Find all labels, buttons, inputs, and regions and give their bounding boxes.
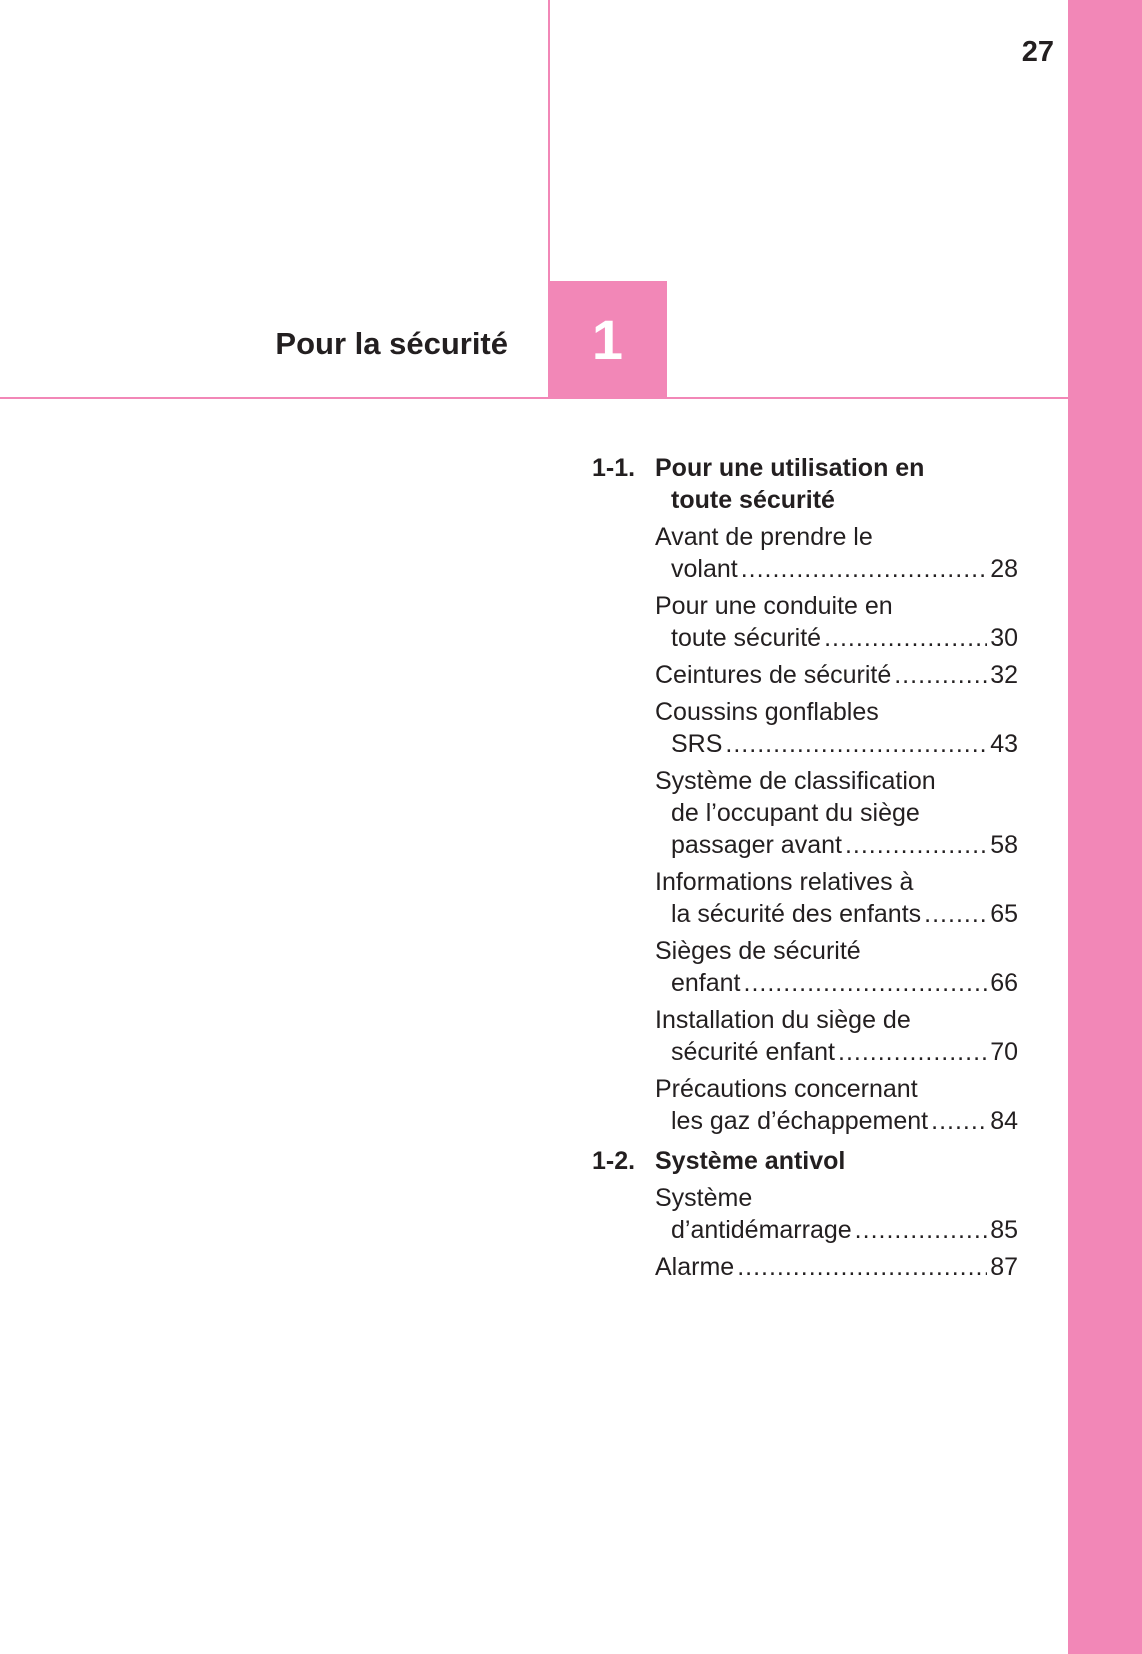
- dot-leader: [741, 553, 987, 585]
- chapter-number-badge: [548, 281, 667, 398]
- entry-title-line1: Système: [655, 1184, 753, 1212]
- dot-leader: [924, 898, 987, 930]
- dot-leader: [845, 829, 987, 861]
- entry-title-last: sécurité enfant: [671, 1038, 835, 1066]
- entry-title-last: les gaz d’échappement: [671, 1107, 929, 1135]
- section-number: 1-2.: [592, 1147, 636, 1175]
- toc-entry[interactable]: [592, 659, 1018, 691]
- dot-leader: [931, 1105, 987, 1137]
- toc-entry[interactable]: [592, 590, 1018, 654]
- entry-page: 65: [990, 900, 1018, 928]
- chapter-title: Pour la sécurité: [275, 326, 508, 361]
- entry-page: 70: [990, 1038, 1018, 1066]
- entry-page: 84: [990, 1107, 1018, 1135]
- toc-entry[interactable]: [592, 521, 1018, 585]
- section-title-line1: Système antivol: [655, 1147, 846, 1175]
- toc-entry[interactable]: [592, 935, 1018, 999]
- entry-page: 87: [990, 1253, 1018, 1281]
- section-title-line2: toute sécurité: [671, 486, 835, 514]
- section-title-line1: Pour une utilisation en: [655, 454, 925, 482]
- entry-title-last: d’antidémarrage: [671, 1216, 852, 1244]
- toc-entry[interactable]: [592, 1251, 1018, 1283]
- entry-title-line1: Système de classification: [655, 767, 936, 795]
- entry-page: 85: [990, 1216, 1018, 1244]
- dot-leader: [855, 1214, 988, 1246]
- entry-title-line2: de l’occupant du siège: [671, 799, 920, 827]
- entry-title-last: toute sécurité: [671, 624, 822, 652]
- entry-title-last: SRS: [671, 730, 723, 758]
- toc-entry[interactable]: [592, 1182, 1018, 1246]
- entry-page: 43: [990, 730, 1018, 758]
- entry-title-line1: Coussins gonflables: [655, 698, 879, 726]
- entry-title-last: Alarme: [655, 1253, 735, 1281]
- entry-title-last: la sécurité des enfants: [671, 900, 922, 928]
- page-number: 27: [1021, 36, 1054, 68]
- chapter-number: 1: [591, 308, 624, 371]
- entry-page: 30: [990, 624, 1018, 652]
- entry-page: 28: [990, 555, 1018, 583]
- entry-title-line1: Avant de prendre le: [655, 523, 873, 551]
- dot-leader: [838, 1036, 987, 1068]
- entry-title-last: passager avant: [671, 831, 842, 859]
- toc-section-1-2[interactable]: [592, 1145, 1018, 1177]
- dot-leader: [737, 1251, 987, 1283]
- entry-page: 66: [990, 969, 1018, 997]
- entry-title-line1: Précautions concernant: [655, 1075, 918, 1103]
- toc-entry[interactable]: [592, 765, 1018, 861]
- entry-title-line1: Installation du siège de: [655, 1006, 911, 1034]
- toc-entry[interactable]: [592, 1073, 1018, 1137]
- entry-title-last: Ceintures de sécurité: [655, 661, 892, 689]
- toc-section-1-1[interactable]: [592, 452, 1018, 516]
- side-color-tab: [1068, 0, 1142, 1654]
- entry-title-last: enfant: [671, 969, 741, 997]
- dot-leader: [744, 967, 988, 999]
- dot-leader: [894, 659, 987, 691]
- entry-title-line1: Pour une conduite en: [655, 592, 893, 620]
- table-of-contents: [592, 452, 1018, 1288]
- section-number: 1-1.: [592, 454, 636, 482]
- entry-page: 58: [990, 831, 1018, 859]
- toc-entry[interactable]: [592, 1004, 1018, 1068]
- toc-entry[interactable]: [592, 696, 1018, 760]
- entry-page: 32: [990, 661, 1018, 689]
- toc-entry[interactable]: [592, 866, 1018, 930]
- horizontal-rule: [0, 397, 1068, 399]
- dot-leader: [824, 622, 987, 654]
- entry-title-line1: Sièges de sécurité: [655, 937, 861, 965]
- entry-title-last: volant: [671, 555, 738, 583]
- entry-title-line1: Informations relatives à: [655, 868, 914, 896]
- dot-leader: [725, 728, 987, 760]
